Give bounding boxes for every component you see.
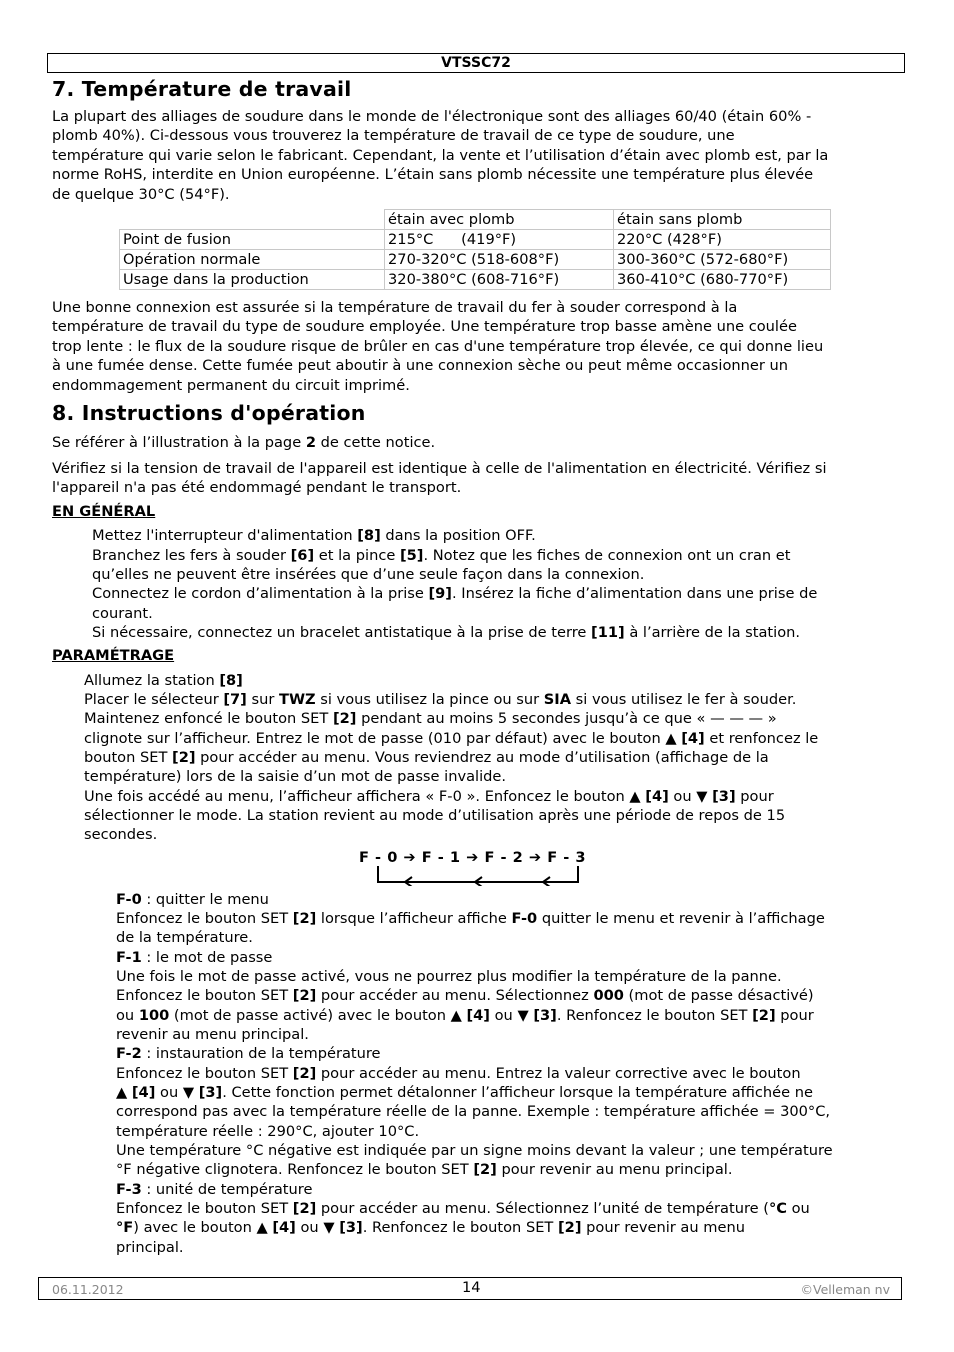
f1-text-cont: revenir au menu principal.: [116, 1026, 309, 1043]
text-span: Se référer à l’illustration à la page: [52, 434, 306, 451]
table-cell: Usage dans la production: [120, 270, 385, 290]
text-line: La plupart des alliages de soudure dans le monde de l'électronique sont des alliages 60/40 (étain 60% -: [52, 108, 812, 125]
f2-text-cont: correspond pas avec la température réelle de la panne. Exemple : température affichée = 300°C,: [116, 1103, 831, 1120]
settings-heading: PARAMÉTRAGE: [52, 647, 175, 664]
settings-step-1: Allumez la station [8]: [84, 672, 243, 689]
section-7-outro: [52, 298, 823, 395]
f1-text-cont: Enfoncez le bouton SET [2] pour accéder au menu. Sélectionnez 000 (mot de passe désactivé): [116, 987, 814, 1004]
table-row: [120, 230, 831, 250]
footer-copyright: ©Velleman nv: [800, 1282, 890, 1297]
settings-step-4-cont: secondes.: [84, 826, 158, 843]
text-line: à une fumée dense. Cette fumée peut aboutir à une connexion sèche ou peut même occasionner un: [52, 357, 789, 375]
text-line: plomb 40%). Ci-dessous vous trouverez la température de travail de ce type de soudure, une: [52, 127, 735, 145]
f1-title: F-1 : le mot de passe: [116, 949, 273, 966]
f0-title: F-0 : quitter le menu: [116, 891, 269, 908]
text-line: température qui varie selon le fabricant. Cependant, la vente et l’utilisation d’étain avec plomb est, par la: [52, 146, 829, 164]
general-step-3-cont: courant.: [92, 605, 153, 622]
settings-step-3-cont: bouton SET [2] pour accéder au menu. Vous reviendrez au mode d’utilisation (affichage de la: [84, 749, 769, 766]
settings-step-3: Maintenez enfoncé le bouton SET [2] pendant au moins 5 secondes jusqu’à ce que « — — — »: [84, 710, 777, 727]
table-cell: Opération normale: [120, 250, 385, 270]
f1-text-cont: ou 100 (mot de passe activé) avec le bouton ▲ [4] ou ▼ [3]. Renfoncez le bouton SET [2] pour: [116, 1007, 814, 1024]
general-step-2-cont: qu’elles ne peuvent être insérées que d’une seule façon dans la connexion.: [92, 566, 645, 583]
table-cell: 270-320°C (518-608°F): [385, 250, 614, 270]
model-name: VTSSC72: [441, 55, 511, 71]
section-8-title: 8. Instructions d'opération: [52, 401, 366, 425]
temperature-table: [119, 209, 831, 290]
section-7-intro: [52, 107, 828, 204]
table-cell: [120, 210, 385, 230]
text-line: norme RoHS, interdite en Union européenne. L’étain sans plomb nécessite une température plus élevée: [52, 166, 814, 184]
text-line: température de travail du type de soudure employée. Une température trop basse amène une coulée: [52, 318, 797, 336]
table-cell: Point de fusion: [120, 230, 385, 250]
table-row: [120, 250, 831, 270]
f3-title: F-3 : unité de température: [116, 1181, 313, 1198]
text-line: de quelque 30°C (54°F).: [52, 185, 230, 203]
f2-title: F-2 : instauration de la température: [116, 1045, 381, 1062]
text-span: 2: [305, 434, 316, 451]
illustration-reference: [52, 433, 435, 452]
f1-text: Une fois le mot de passe activé, vous ne pourrez plus modifier la température de la panne.: [116, 968, 782, 985]
f0-text-cont: de la température.: [116, 929, 253, 946]
table-cell: 220°C (428°F): [614, 230, 831, 250]
general-heading: EN GÉNÉRAL: [52, 503, 156, 520]
table-cell: étain sans plomb: [614, 210, 831, 230]
settings-step-3-cont: température) lors de la saisie d’un mot de passe invalide.: [84, 768, 507, 785]
f2-text-cont: température réelle : 290°C, ajouter 10°C.: [116, 1123, 420, 1140]
f2-text-cont: Une température °C négative est indiquée par un signe moins devant la valeur ; une température: [116, 1142, 833, 1159]
f3-text-cont: principal.: [116, 1239, 184, 1256]
text-line: trop lente : le flux de la soudure risque de brûler en cas d'une température trop élevée, ce qui donne lieu: [52, 337, 824, 355]
f3-text: Enfoncez le bouton SET [2] pour accéder au menu. Sélectionnez l’unité de température (°C ou: [116, 1200, 810, 1217]
settings-step-3-cont: clignote sur l’afficheur. Entrez le mot de passe (010 par défaut) avec le bouton ▲ [4] et renfoncez le: [84, 730, 819, 747]
table-header-row: [120, 210, 831, 230]
section-7-title: 7. Température de travail: [52, 77, 352, 101]
text-line: Vérifiez si la tension de travail de l'appareil est identique à celle de l'alimentation en électricité. Vérifiez si: [52, 460, 827, 477]
text-line: l'appareil n'a pas été endommagé pendant le transport.: [52, 479, 462, 497]
table-cell: 215°C (419°F): [385, 230, 614, 250]
table-cell: étain avec plomb: [385, 210, 614, 230]
table-row: [120, 270, 831, 290]
table-cell: 300-360°C (572-680°F): [614, 250, 831, 270]
settings-step-4-cont: sélectionner le mode. La station revient au mode d’utilisation après une période de repos de 15: [84, 807, 786, 824]
table-cell: 320-380°C (608-716°F): [385, 270, 614, 290]
settings-step-4: Une fois accédé au menu, l’afficheur affichera « F-0 ». Enfoncez le bouton ▲ [4] ou ▼ [3] pour: [84, 788, 774, 805]
f3-text-cont: °F) avec le bouton ▲ [4] ou ▼ [3]. Renfoncez le bouton SET [2] pour revenir au menu: [116, 1219, 745, 1236]
text-span: de cette notice.: [315, 434, 436, 451]
settings-step-2: Placer le sélecteur [7] sur TWZ si vous utilisez la pince ou sur SIA si vous utilisez le fer à souder.: [84, 691, 797, 708]
general-step-4: Si nécessaire, connectez un bracelet antistatique à la prise de terre [11] à l’arrière de la station.: [92, 624, 801, 641]
f2-text-cont: ▲ [4] ou ▼ [3]. Cette fonction permet détalonner l’afficheur lorsque la température affichée ne: [116, 1084, 813, 1101]
footer-date: 06.11.2012: [52, 1282, 124, 1297]
general-step-1: Mettez l'interrupteur d'alimentation [8] dans la position OFF.: [92, 527, 536, 544]
f0-text: Enfoncez le bouton SET [2] lorsque l’afficheur affiche F-0 quitter le menu et revenir à l’affichage: [116, 910, 825, 927]
page-number: 14: [462, 1279, 481, 1296]
general-step-3: Connectez le cordon d’alimentation à la prise [9]. Insérez la fiche d’alimentation dans une prise de: [92, 585, 818, 602]
menu-return-arrow-icon: [372, 864, 586, 886]
general-step-2: Branchez les fers à souder [6] et la pince [5]. Notez que les fiches de connexion ont un cran et: [92, 547, 791, 564]
text-line: endommagement permanent du circuit imprimé.: [52, 376, 410, 394]
f2-text-cont: °F négative clignotera. Renfoncez le bouton SET [2] pour revenir au menu principal.: [116, 1161, 733, 1178]
text-line: Une bonne connexion est assurée si la température de travail du fer à souder correspond à la: [52, 299, 738, 316]
f2-text: Enfoncez le bouton SET [2] pour accéder au menu. Entrez la valeur corrective avec le bouton: [116, 1065, 801, 1082]
header-model-box: [47, 53, 905, 73]
menu-cycle-diagram: F - 0 ➔ F - 1 ➔ F - 2 ➔ F - 3: [359, 849, 587, 866]
voltage-check-paragraph: [52, 459, 827, 498]
table-cell: 360-410°C (680-770°F): [614, 270, 831, 290]
